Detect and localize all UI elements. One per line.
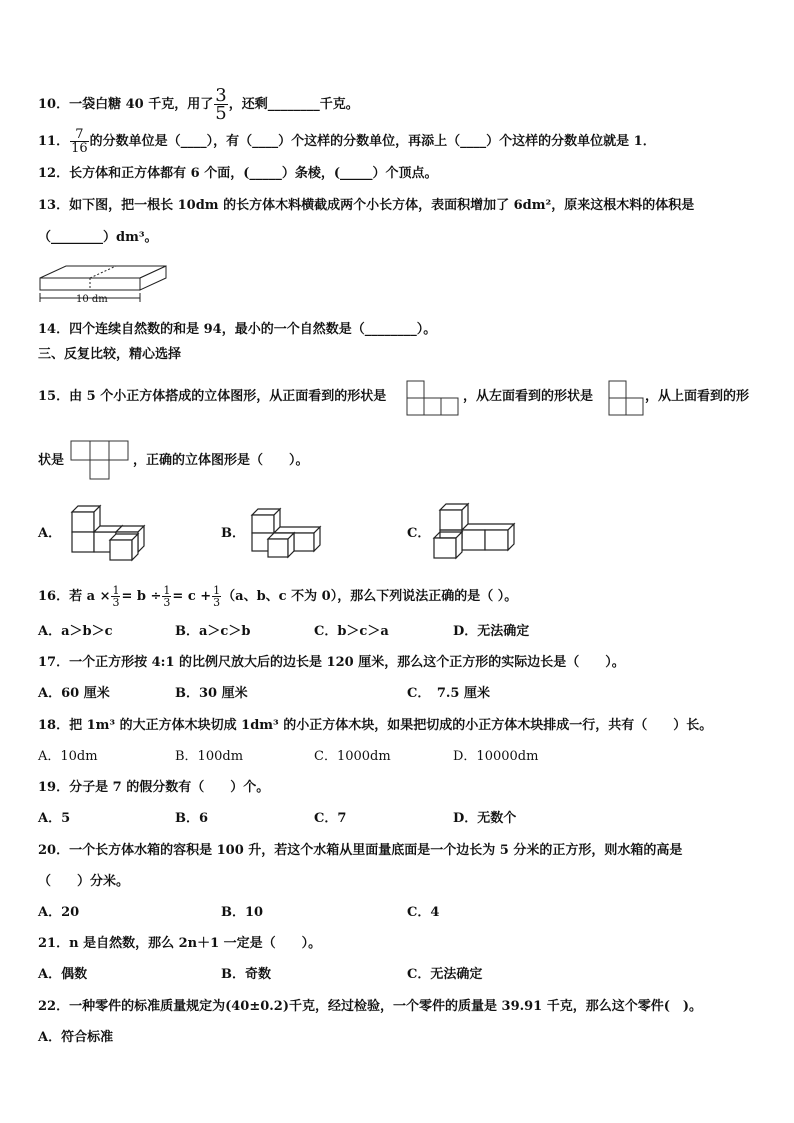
option-a[interactable]: A．10dm xyxy=(38,749,98,764)
option-c[interactable]: C．b＞c＞a xyxy=(314,624,389,639)
question-15-line2: 状是 xyxy=(38,453,65,468)
question-21: 21．n 是自然数，那么 2n＋1 一定是（ ）。 xyxy=(38,936,322,951)
wood-block-figure xyxy=(38,262,170,308)
question-18: 18．把 1m³ 的大正方体木块切成 1dm³ 的小正方体木块，如果把切成的小正方体木块排成一行，共有（ ）长。 xyxy=(38,718,713,733)
question-16: 16．若 a × $\frac{1}{3}$ = b ÷ $\frac{1}{3}$ = c + $\frac{1}{3}$ （a、b、c 不为 0），那么下列说法正确的是（ ）。 xyxy=(38,584,518,609)
fraction: $\frac{1}{3}$ xyxy=(213,584,221,609)
top-view-figure xyxy=(70,440,130,480)
question-13-line2: （________）dm³。 xyxy=(38,230,158,245)
option-b[interactable]: B．10 xyxy=(221,905,264,920)
question-20-line1: 20．一个长方体水箱的容积是 100 升，若这个水箱从里面量底面是一个边长为 5 分米的正方形，则水箱的高是 xyxy=(38,843,683,858)
question-15-line1: 15．由 5 个小正方体搭成的立体图形，从正面看到的形状是 xyxy=(38,389,387,404)
option-c[interactable]: C．7 xyxy=(314,811,347,826)
question-10: 10．一袋白糖 40 千克，用了 $\frac{3}{5}$ ，还剩________千克。 xyxy=(38,85,359,124)
option-d[interactable]: D．无数个 xyxy=(453,811,517,826)
option-b-figure xyxy=(250,505,326,561)
option-a[interactable]: A． xyxy=(38,526,62,541)
fraction: $\frac{7}{16}$ xyxy=(71,127,88,156)
option-c[interactable]: C．1000dm xyxy=(314,749,391,764)
fig-label: 10 dm xyxy=(76,294,108,305)
front-view-figure xyxy=(406,380,462,416)
fraction: $\frac{3}{5}$ xyxy=(215,85,227,124)
question-15-e: ，正确的立体图形是（ ）。 xyxy=(133,453,309,468)
option-a[interactable]: A．偶数 xyxy=(38,967,88,982)
option-a[interactable]: A．5 xyxy=(38,811,71,826)
option-a[interactable]: A．60 厘米 xyxy=(38,686,110,701)
option-c-figure xyxy=(432,502,518,562)
option-b[interactable]: B．100dm xyxy=(175,749,244,764)
question-19: 19．分子是 7 的假分数有（ ）个。 xyxy=(38,780,270,795)
option-b[interactable]: B．a＞c＞b xyxy=(175,624,251,639)
question-17: 17．一个正方形按 4:1 的比例尺放大后的边长是 120 厘米，那么这个正方形的实际边长是（ ）。 xyxy=(38,655,625,670)
option-c[interactable]: C． 7.5 厘米 xyxy=(407,686,490,701)
left-view-figure xyxy=(608,380,644,416)
option-b[interactable]: B．奇数 xyxy=(221,967,271,982)
option-b[interactable]: B． xyxy=(221,526,245,541)
option-b[interactable]: B．30 厘米 xyxy=(175,686,248,701)
fraction: $\frac{1}{3}$ xyxy=(163,584,171,609)
question-11: 11． $\frac{7}{16}$ 的分数单位是（____），有（____）个这样的分数单位，再添上（____）个这样的分数单位就是 1． xyxy=(38,127,656,156)
option-c[interactable]: C．无法确定 xyxy=(407,967,483,982)
question-20-line2: （ ）分米。 xyxy=(38,874,130,889)
option-a[interactable]: A．符合标准 xyxy=(38,1030,114,1045)
question-22: 22．一种零件的标准质量规定为(40±0.2)千克，经过检验，一个零件的质量是 39.91 千克，那么这个零件( )。 xyxy=(38,999,703,1014)
section-title: 三、反复比较，精心选择 xyxy=(38,347,182,362)
option-d[interactable]: D．无法确定 xyxy=(453,624,530,639)
question-12: 12．长方体和正方体都有 6 个面，(_____）条棱，(_____）个顶点。 xyxy=(38,166,438,181)
question-14: 14．四个连续自然数的和是 94，最小的一个自然数是（________）。 xyxy=(38,322,437,337)
option-a[interactable]: A．a＞b＞c xyxy=(38,624,113,639)
question-15-c: ，从上面看到的形 xyxy=(645,389,750,404)
question-13-line1: 13．如下图，把一根长 10dm 的长方体木料横截成两个小长方体，表面积增加了 6dm²，原来这根木料的体积是 xyxy=(38,198,695,213)
question-15-b: ，从左面看到的形状是 xyxy=(463,389,594,404)
option-a[interactable]: A．20 xyxy=(38,905,80,920)
option-c[interactable]: C． xyxy=(407,526,431,541)
fraction: $\frac{1}{3}$ xyxy=(112,584,120,609)
option-b[interactable]: B．6 xyxy=(175,811,209,826)
option-c[interactable]: C．4 xyxy=(407,905,440,920)
option-d[interactable]: D．10000dm xyxy=(453,749,539,764)
option-a-figure xyxy=(70,502,152,562)
